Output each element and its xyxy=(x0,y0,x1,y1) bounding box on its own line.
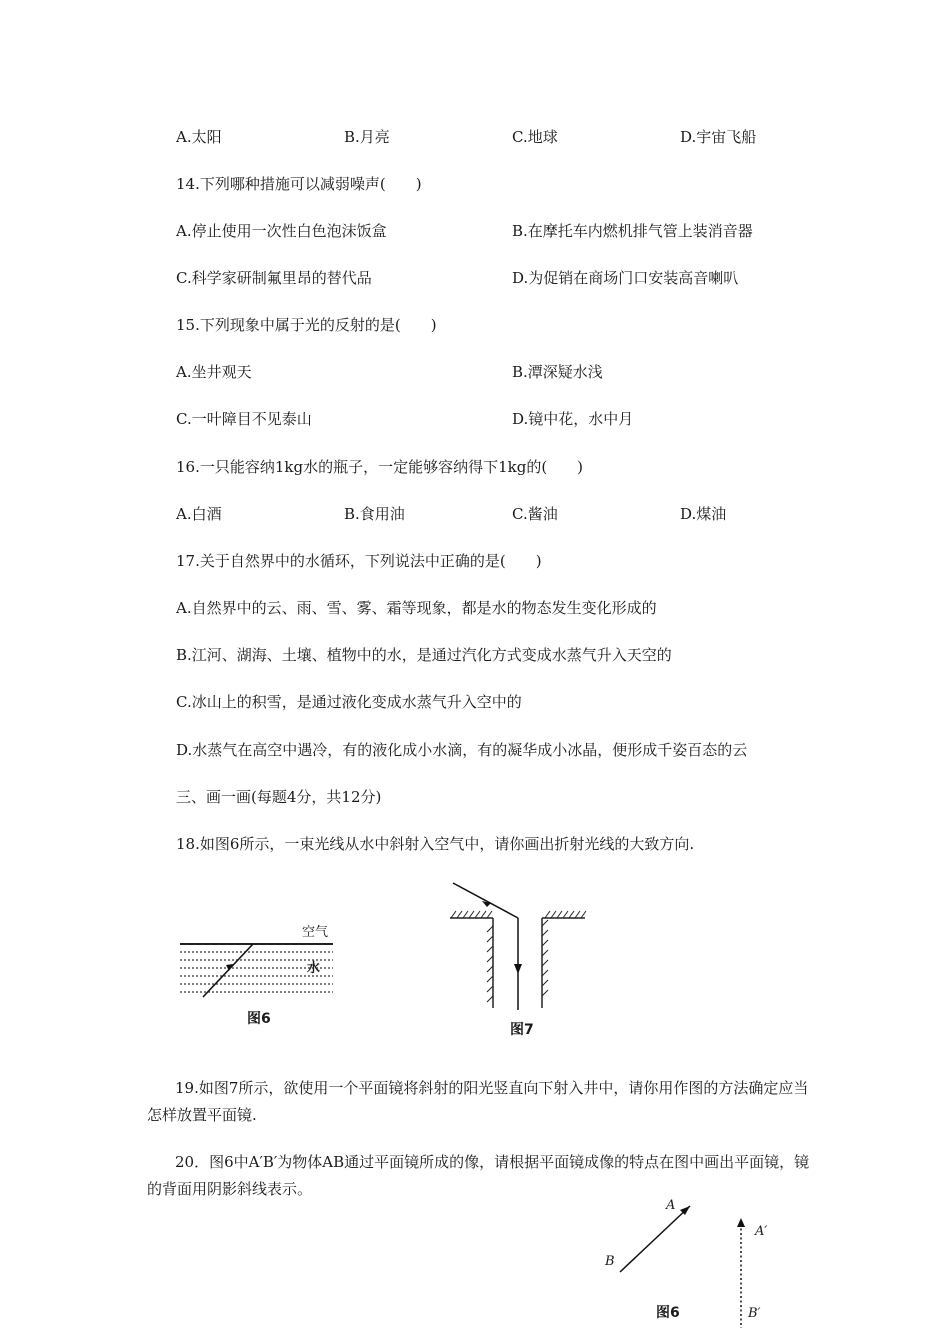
object-ab-arrow xyxy=(620,1206,690,1272)
figure-6b-drawing xyxy=(598,1196,798,1328)
q16-option-c: C.酱油 xyxy=(512,505,558,523)
q13-option-b: B.月亮 xyxy=(344,128,390,146)
q16-stem: 16.一只能容纳1kg水的瓶子，一定能够容纳得下1kg的( ) xyxy=(176,458,584,476)
q15-option-d: D.镜中花，水中月 xyxy=(512,410,634,428)
q13-option-a: A.太阳 xyxy=(176,128,222,146)
q19-text: 19.如图7所示，欲使用一个平面镜将斜射的阳光竖直向下射入井中，请你用作图的方法确定应当怎样放置平面镜. xyxy=(147,1079,809,1124)
q14-stem: 14.下列哪种措施可以减弱噪声( ) xyxy=(176,175,422,193)
figure-6b-caption: 图6 xyxy=(656,1305,680,1321)
figure-7-well xyxy=(445,878,595,1043)
q17-stem: 17.关于自然界中的水循环，下列说法中正确的是( ) xyxy=(176,552,542,570)
q15-stem: 15.下列现象中属于光的反射的是( ) xyxy=(176,316,437,334)
section-3-title: 三、画一画(每题4分，共12分) xyxy=(176,788,382,806)
label-b: B xyxy=(605,1254,615,1269)
q16-option-b: B.食用油 xyxy=(344,505,405,523)
q14-option-d: D.为促销在商场门口安装高音喇叭 xyxy=(512,269,739,287)
label-a: A xyxy=(666,1198,676,1213)
q15-option-a: A.坐井观天 xyxy=(176,363,252,381)
q17-option-d: D.水蒸气在高空中遇冷，有的液化成小水滴，有的凝华成小冰晶，便形成千姿百态的云 xyxy=(176,741,748,759)
q14-option-b: B.在摩托车内燃机排气管上装消音器 xyxy=(512,222,753,240)
q17-option-b: B.江河、湖海、土壤、植物中的水，是通过汽化方式变成水蒸气升入天空的 xyxy=(176,646,672,664)
q13-option-c: C.地球 xyxy=(512,128,558,146)
figure-6-caption: 图6 xyxy=(247,1011,271,1027)
q17-option-a: A.自然界中的云、雨、雪、雾、霜等现象，都是水的物态发生变化形成的 xyxy=(176,599,657,617)
q18-text: 18.如图6所示，一束光线从水中斜射入空气中，请你画出折射光线的大致方向. xyxy=(176,835,695,853)
q14-option-a: A.停止使用一次性白色泡沫饭盒 xyxy=(176,222,387,240)
water-label: 水 xyxy=(307,961,321,976)
figure-6-mirror-image xyxy=(598,1196,798,1328)
q16-option-d: D.煤油 xyxy=(680,505,727,523)
q14-option-c: C.科学家研制氟里昂的替代品 xyxy=(176,269,372,287)
q17-option-c: C.冰山上的积雪，是通过液化变成水蒸气升入空中的 xyxy=(176,693,522,711)
figure-6-refraction xyxy=(175,915,345,1035)
figure-7-drawing xyxy=(445,878,595,1018)
q13-option-d: D.宇宙飞船 xyxy=(680,128,757,146)
label-a-prime: A′ xyxy=(755,1224,768,1239)
sun-ray xyxy=(453,883,518,918)
q15-option-c: C.一叶障目不见泰山 xyxy=(176,410,312,428)
ray-arrowhead xyxy=(226,964,233,971)
figure-7-caption: 图7 xyxy=(510,1022,534,1038)
air-label: 空气 xyxy=(302,925,329,940)
q16-option-a: A.白酒 xyxy=(176,505,222,523)
q15-option-b: B.潭深疑水浅 xyxy=(512,363,603,381)
q20-text: 20．图6中A′B′为物体AB通过平面镜所成的像，请根据平面镜成像的特点在图中画出平面镜，镜的背面用阴影斜线表示。 xyxy=(147,1153,810,1198)
label-b-prime: B′ xyxy=(748,1306,761,1321)
